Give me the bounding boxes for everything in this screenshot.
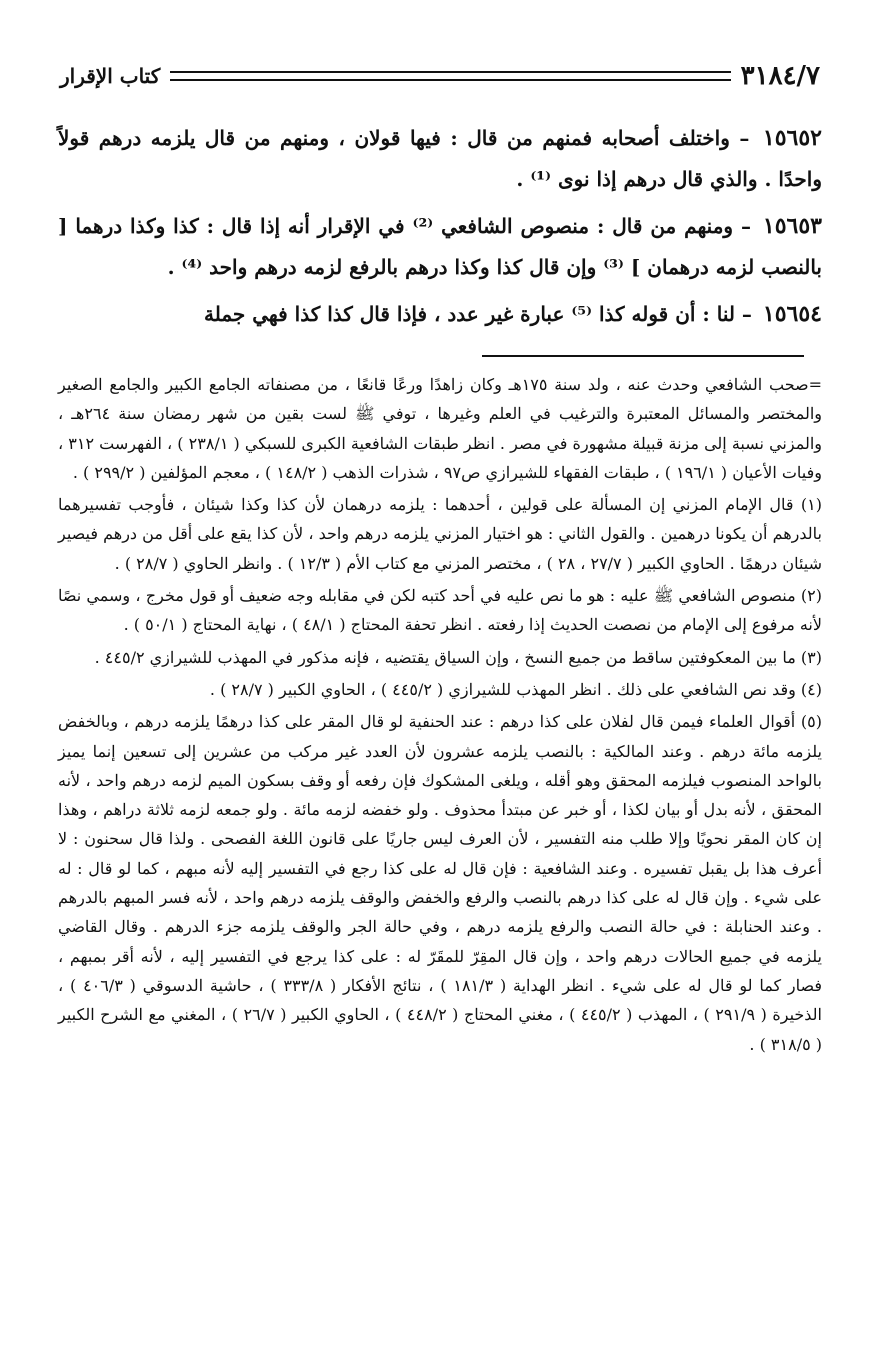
main-text bbox=[58, 118, 822, 341]
paragraph-text: – واختلف أصحابه فمنهم من قال : فيها قولان ، ومنهم من قال يلزمه درهم قولاً واحدًا . والذي قال درهم إذا نوى ⁽¹⁾ . bbox=[58, 126, 822, 191]
paragraph bbox=[58, 118, 822, 200]
footnote-5: (٥) أقوال العلماء فيمن قال لفلان على كذا درهم : عند الحنفية لو قال المقر على كذا درهمًا يلزمه درهم ، وبالخفض يلزمه مائة درهم . وعند المالكية : بالنصب يلزمه عشرون لأن العدد غير مركب من عشرين إلى تسعين إنما يميز بالواحد المنصوب فيلزمه المحقق وهو أقله ، ويلغى المشكوك فإن رفعه أو وقف بسكون الميم لزمه درهم واحد ، لأنه المحقق ، لأنه بدل أو بيان لكذا ، أو خبر عن مبتدأ محذوف . ولو خفضه لزمه مائة . ولو جمعه لزمه ثلاثة دراهم ، وهذا إن كان المقر نحويًا وإلا طلب منه التفسير ، لأن العرف ليس جاريًا على قانون اللغة الفصحى . ولذا قال سحنون : لا أعرف هذا بل يقبل تفسيره . وعند الشافعية : فإن قال له على كذا رجع في التفسير إليه لأنه مبهم ، كما لو قال : له على شيء . وإن قال له على كذا درهم بالنصب والرفع والخفض والوقف يلزمه درهم واحد ، لأنه فسر المبهم بالدرهم . وعند الحنابلة : في حالة النصب والرفع يلزمه درهم ، وفي حالة الجر والوقف يلزمه جزء الدرهم . وقال القاضي يلزمه في جميع الحالات درهم واحد ، وإن قال المقِرّ للمقَرّ له : على كذا يرجع في التفسير إليه ، لأنه أقر بمبهم ، فصار كما لو قال له على شيء . انظر الهداية ( ١٨١/٣ ) ، نتائج الأفكار ( ٣٣٣/٨ ) ، حاشية الدسوقي ( ٤٠٦/٣ ) ، الذخيرة ( ٢٩١/٩ ) ، المهذب ( ٤٤٥/٢ ) ، مغني المحتاج ( ٤٤٨/٢ ) ، الحاوي الكبير ( ٢٦/٧ ) ، المغني مع الشرح الكبير ( ٣١٨/٥ ) . bbox=[58, 712, 823, 1054]
paragraph-number: ١٥٦٥٣ bbox=[762, 213, 822, 239]
footnote-1: (١) قال الإمام المزني إن المسألة على قولين ، أحدهما : يلزمه درهمان لأن كذا وكذا شيئان ، فأوجب تفسيرهما بالدرهم أن يكونا درهمين . والقول الثاني : هو اختيار المزني يلزمه درهم واحد ، لأن كذا يقع على أقل من درهم فيصير شيئان درهمًا . الحاوي الكبير ( ٢٧/٧ ، ٢٨ ) ، مختصر المزني مع كتاب الأم ( ١٢/٣ ) . وانظر الحاوي ( ٢٨/٧ ) . bbox=[58, 495, 822, 573]
paragraph bbox=[58, 294, 822, 335]
page-number: ٣١٨٤/٧ bbox=[740, 61, 820, 91]
footnotes bbox=[58, 370, 822, 1062]
paragraph bbox=[58, 206, 822, 288]
paragraph-text: – ومنهم من قال : منصوص الشافعي ⁽²⁾ في الإقرار أنه إذا قال : كذا وكذا درهما [ بالنصب لزمه درهمان ] ⁽³⁾ وإن قال كذا وكذا درهم بالرفع لزمه درهم واحد ⁽⁴⁾ . bbox=[58, 214, 822, 279]
footnote-2: (٢) منصوص الشافعي ﷺ عليه : هو ما نص عليه في أحد كتبه لكن في مقابله وجه ضعيف أو قول مخرج ، وسمي نصًا لأنه مرفوع إلى الإمام من نصصت الحديث إذا رفعته . انظر تحفة المحتاج ( ٤٨/١ ) ، نهاية المحتاج ( ٥٠/١ ) . bbox=[58, 586, 822, 635]
paragraph-number: ١٥٦٥٢ bbox=[762, 125, 822, 151]
footnote-continuation: =صحب الشافعي وحدث عنه ، ولد سنة ١٧٥هـ وكان زاهدًا ورعًا قانعًا ، من مصنفاته الجامع الكبير والجامع الصغير والمختصر والمسائل المعتبرة والترغيب في العلم وغيرها ، توفي ﷺ لست بقين من شهر رمضان سنة ٢٦٤هـ ، والمزني نسبة إلى مزنة قبيلة مشهورة في مصر . انظر طبقات الشافعية الكبرى للسبكي ( ٢٣٨/١ ) ، الفهرست ٣١٢ ، وفيات الأعيان ( ١٩٦/١ ) ، طبقات الفقهاء للشيرازي ص٩٧ ، شذرات الذهب ( ١٤٨/٢ ) ، معجم المؤلفين ( ٢٩٩/٢ ) . bbox=[58, 375, 823, 482]
page-header bbox=[60, 58, 820, 94]
footnote-3: (٣) ما بين المعكوفتين ساقط من جميع النسخ ، وإن السياق يقتضيه ، فإنه مذكور في المهذب للشيرازي ٤٤٥/٢ . bbox=[94, 647, 822, 667]
paragraph-number: ١٥٦٥٤ bbox=[762, 301, 822, 327]
section-title: كتاب الإقرار bbox=[60, 64, 161, 88]
paragraph-text: – لنا : أن قوله كذا ⁽⁵⁾ عبارة غير عدد ، فإذا قال كذا كذا فهي جملة bbox=[204, 302, 752, 326]
footnote-divider bbox=[482, 355, 804, 357]
header-double-rule bbox=[170, 71, 730, 81]
footnote-4: (٤) وقد نص الشافعي على ذلك . انظر المهذب للشيرازي ( ٤٤٥/٢ ) ، الحاوي الكبير ( ٢٨/٧ ) . bbox=[209, 679, 822, 699]
